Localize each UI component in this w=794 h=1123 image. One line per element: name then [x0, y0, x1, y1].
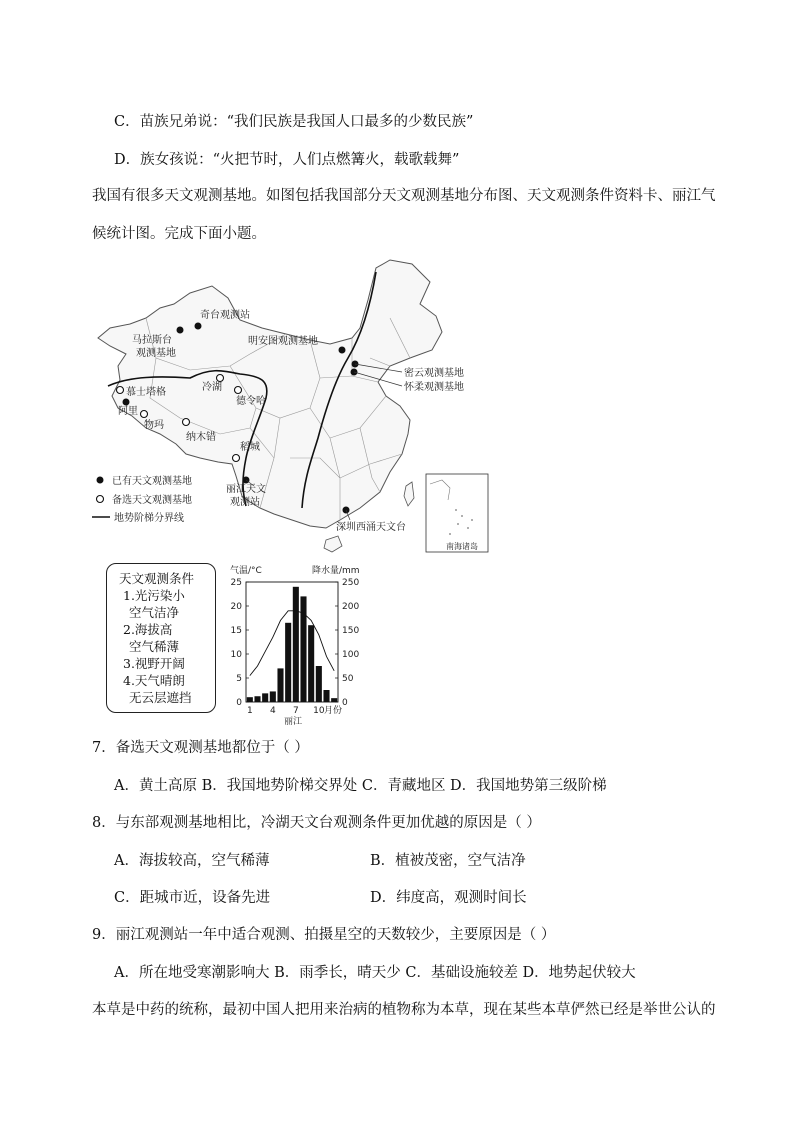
- question-9: 9．丽江观测站一年中适合观测、拍摄星空的天数较少，主要原因是（ ）: [92, 927, 556, 943]
- label-lenghu: 冷湖: [202, 382, 222, 393]
- nanhai-inset: [426, 474, 488, 552]
- china-observatory-map: [90, 258, 496, 556]
- question-8-option-b: B．植被茂密，空气洁净: [370, 853, 526, 869]
- passage-line-2: 候统计图。完成下面小题。: [92, 226, 266, 242]
- label-shenzhen: 深圳西涌天文台: [336, 522, 406, 533]
- precip-tick-label-1: 50: [342, 674, 354, 684]
- passage-line-1: 我国有很多天文观测基地。如图包括我国部分天文观测基地分布图、天文观测条件资料卡、丽江气: [92, 188, 716, 204]
- label-delingha: 德令哈: [236, 396, 266, 407]
- precip-tick-label-3: 150: [342, 626, 360, 636]
- card-item-7: 无云层遮挡: [129, 690, 192, 705]
- month-tick-label-3: 10: [313, 706, 325, 716]
- temp-tick-label-5: 25: [230, 578, 242, 588]
- plot-frame: [246, 582, 338, 702]
- legend-boundary-label: 地势阶梯分界线: [114, 513, 184, 524]
- temp-tick-label-1: 5: [236, 674, 242, 684]
- chart-title: 丽江: [284, 717, 303, 727]
- taiwan-island: [404, 482, 414, 506]
- temp-tick-label-3: 15: [230, 626, 242, 636]
- ylabel-right: 降水量/mm: [312, 566, 360, 576]
- precip-bar-5: [277, 668, 283, 702]
- card-item-2: 空气洁净: [129, 605, 180, 620]
- temp-tick-label-4: 20: [230, 602, 242, 612]
- label-malasitai-2: 观测基地: [136, 348, 176, 359]
- precip-bar-10: [316, 666, 322, 702]
- label-wuma: 物玛: [144, 420, 164, 431]
- temp-tick-label-0: 0: [236, 698, 242, 708]
- label-qitai: 奇台观测站: [200, 310, 250, 321]
- precip-bar-9: [308, 625, 314, 702]
- legend-candidate-icon: [97, 496, 104, 503]
- label-lijiang-2: 观测站: [230, 497, 260, 508]
- label-mushitage: 慕士塔格: [126, 387, 166, 398]
- card-item-5: 3.视野开阔: [123, 656, 185, 671]
- label-nanhai: 南海诸岛: [446, 542, 478, 551]
- conditions-card: [106, 563, 216, 713]
- question-8-option-d: D．纬度高，观测时间长: [370, 890, 527, 906]
- precip-bar-7: [293, 587, 299, 702]
- card-item-3: 2.海拔高: [123, 622, 173, 637]
- card-item-6: 4.天气晴朗: [123, 673, 185, 688]
- ylabel-left: 气温/°C: [230, 566, 262, 576]
- question-8-option-a: A．海拔较高，空气稀薄: [114, 853, 270, 869]
- precip-tick-label-2: 100: [342, 650, 360, 660]
- precip-bar-6: [285, 623, 291, 702]
- label-malasitai-1: 马拉斯台: [132, 335, 172, 346]
- card-item-1: 1.光污染小: [123, 588, 185, 603]
- precip-bar-12: [331, 698, 337, 702]
- next-passage: 本草是中药的统称，最初中国人把用来治病的植物称为本草，现在某些本草俨然已经是举世公认的: [92, 1002, 716, 1018]
- legend-candidate-label: 备选天文观测基地: [112, 495, 192, 506]
- month-tick-label-0: 1: [246, 706, 253, 716]
- label-miyun: 密云观测基地: [404, 368, 464, 379]
- month-tick-label-1: 4: [269, 706, 276, 716]
- precip-tick-label-4: 200: [342, 602, 360, 612]
- label-ali: 阿里: [118, 406, 138, 417]
- precip-tick-label-0: 0: [342, 698, 348, 708]
- hainan-island: [324, 536, 342, 552]
- precip-bar-1: [247, 697, 253, 702]
- label-daocheng: 稻城: [240, 442, 260, 453]
- label-lijiang-1: 丽江天文: [226, 484, 266, 495]
- question-7-options: A．黄土高原 B．我国地势阶梯交界处 C．青藏地区 D．我国地势第三级阶梯: [114, 778, 607, 794]
- precip-bar-3: [262, 693, 268, 702]
- temperature-line: [250, 611, 334, 676]
- precip-bar-11: [323, 690, 329, 702]
- question-8-option-c: C．距城市近，设备先进: [114, 890, 271, 906]
- question-9-options: A．所在地受寒潮影响大 B．雨季长，晴天少 C．基础设施较差 D．地势起伏较大: [114, 965, 636, 981]
- precip-bar-4: [270, 691, 276, 702]
- precip-bar-2: [254, 696, 260, 702]
- legend-existing-label: 已有天文观测基地: [112, 476, 192, 487]
- question-8: 8．与东部观测基地相比，冷湖天文台观测条件更加优越的原因是（ ）: [92, 815, 541, 831]
- temp-tick-label-2: 10: [230, 650, 242, 660]
- label-mingantu: 明安图观测基地: [248, 336, 318, 347]
- month-unit-label: 月份: [324, 706, 343, 716]
- label-huairou: 怀柔观测基地: [404, 382, 464, 393]
- option-d: D．族女孩说：“火把节时，人们点燃篝火，载歌载舞”: [114, 152, 460, 168]
- precip-tick-label-5: 250: [342, 578, 360, 588]
- question-7: 7．备选天文观测基地都位于（ ）: [92, 740, 309, 756]
- label-namucuo: 纳木错: [186, 432, 216, 443]
- card-item-4: 空气稀薄: [129, 639, 180, 654]
- lijiang-climate-chart: [226, 562, 366, 730]
- legend-existing-icon: [97, 477, 104, 484]
- card-title: 天文观测条件: [119, 571, 195, 586]
- month-tick-label-2: 7: [292, 706, 299, 716]
- option-c: C．苗族兄弟说：“我们民族是我国人口最多的少数民族”: [114, 114, 474, 130]
